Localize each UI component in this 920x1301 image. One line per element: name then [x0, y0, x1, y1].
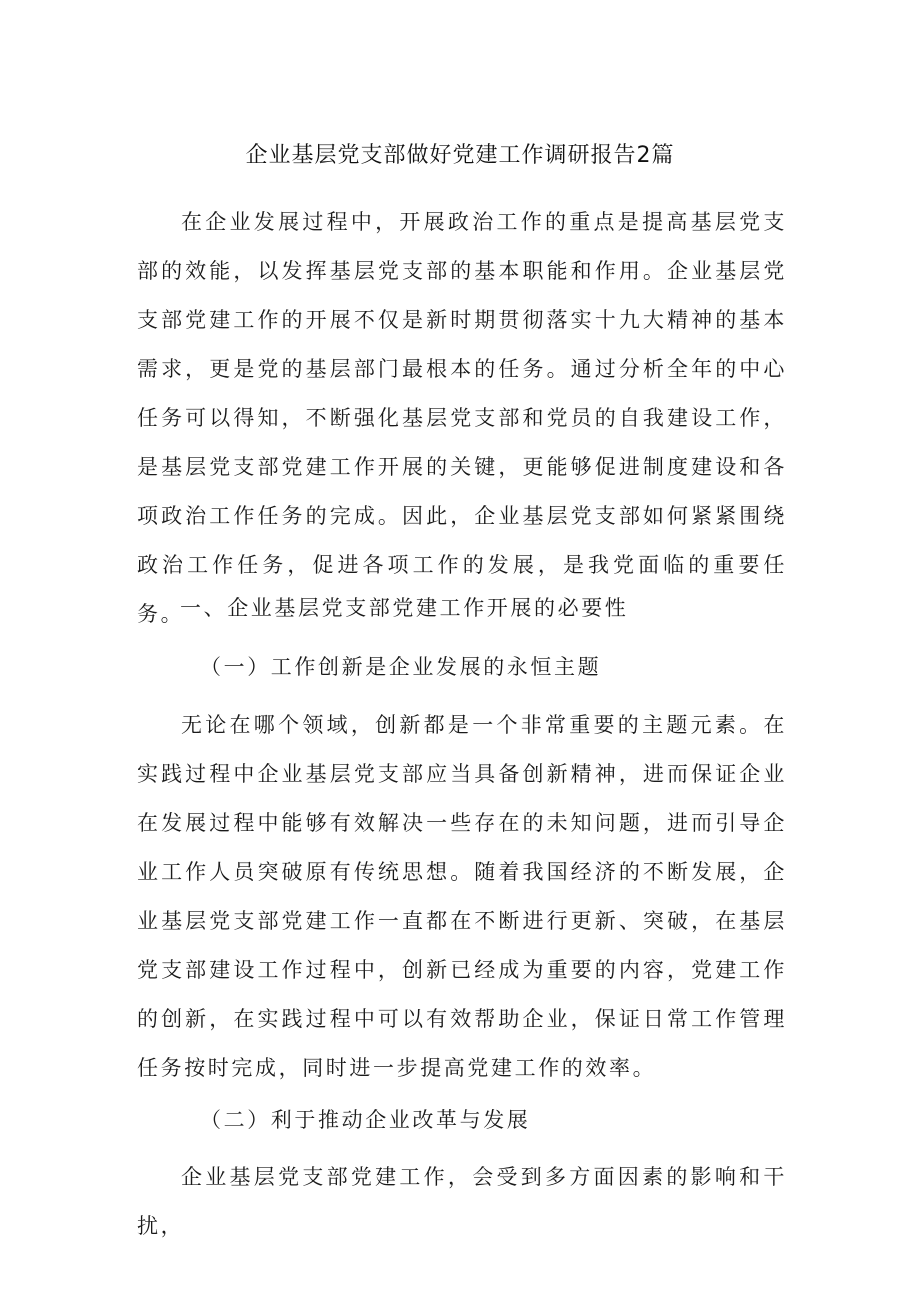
subsection-heading-2: （二）利于推动企业改革与发展 — [200, 1108, 531, 1132]
paragraph-reform: 企业基层党支部党建工作，会受到多方面因素的影响和干扰， — [137, 1165, 787, 1238]
paragraph-innovation: 无论在哪个领域，创新都是一个非常重要的主题元素。在实践过程中企业基层党支部应当具备创新精神，进而保证企业在发展过程中能够有效解决一些存在的未知问题，进而引导企业工作人员突破原有传统思想。随着我国经济的不断发展，企业基层党支部党建工作一直都在不断进行更新、突破，在基层党支部建设工作过程中，创新已经成为重要的内容，党建工作的创新，在实践过程中可以有效帮助企业，保证日常工作管理任务按时完成，同时进一步提高党建工作的效率。 — [137, 713, 787, 1080]
document-title: 企业基层党支部做好党建工作调研报告2篇 — [245, 143, 675, 168]
section-heading-1: 一、企业基层党支部党建工作开展的必要性 — [180, 596, 629, 620]
subsection-heading-1: （一）工作创新是企业发展的永恒主题 — [200, 655, 602, 679]
paragraph-intro: 在企业发展过程中，开展政治工作的重点是提高基层党支部的效能，以发挥基层党支部的基本职能和作用。企业基层党支部党建工作的开展不仅是新时期贯彻落实十九大精神的基本需求，更是党的基层部门最根本的任务。通过分析全年的中心任务可以得知，不断强化基层党支部和党员的自我建设工作，是基层党支部党建工作开展的关键，更能够促进制度建设和各项政治工作任务的完成。因此，企业基层党支部如何紧紧围绕政治工作任务，促进各项工作的发展，是我党面临的重要任务。 — [137, 210, 787, 626]
